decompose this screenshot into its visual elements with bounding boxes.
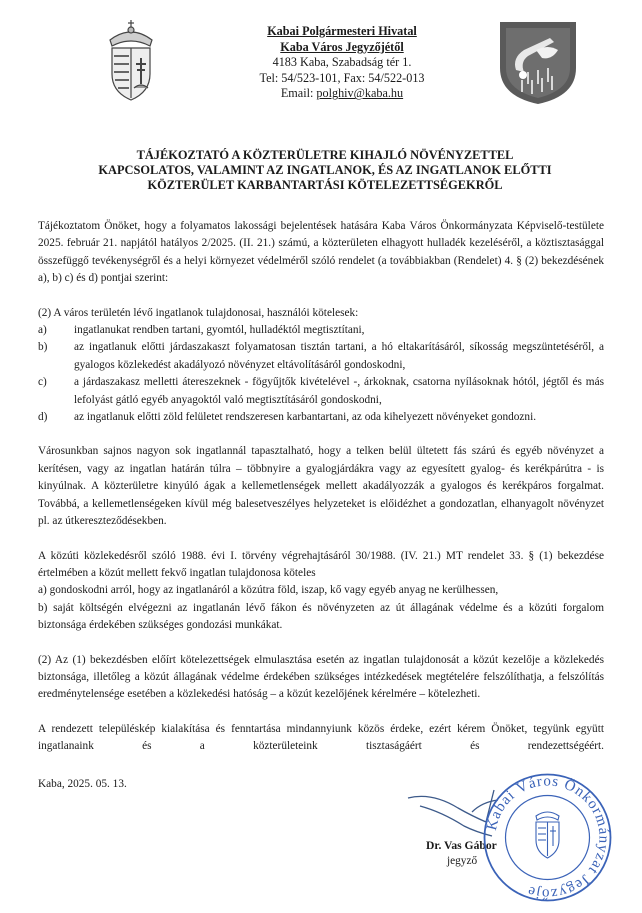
title-line1: TÁJÉKOZTATÓ A KÖZTERÜLETRE KIHAJLÓ NÖVÉNYZETTEL <box>136 148 514 162</box>
org-name-line1: Kabai Polgármesteri Hivatal <box>267 24 417 38</box>
section-heading: (2) A város területén lévő ingatlanok tulajdonosai, használói kötelesek: <box>38 306 359 319</box>
paragraph-regulation-a: a) gondoskodni arról, hogy az ingatlanáról a közútra föld, iszap, kő vagy egyéb anyag ne kerülhessen, <box>38 584 499 597</box>
list-marker: a) <box>38 324 47 337</box>
address: 4183 Kaba, Szabadság tér 1. <box>272 55 412 70</box>
list-item <box>38 374 604 409</box>
intro-paragraph: Tájékoztatom Önöket, hogy a folyamatos lakossági bejelentések hatására Kaba Város Önkormányzata Képviselő-testülete 2025. február 21. napjától hatályos 2/2025. (II. 21.) számú, a közterületen elhagyott hulladék kezeléséről, a köztisztasággal összefüggő tevékenységről és a helyi környezet védelméről szóló rendelet (a továbbiakban (Rendelet) 4. § (2) bekezdésének a), b) c) és d) pontjai szerint: <box>38 220 604 285</box>
document-body <box>38 218 604 756</box>
stamp-text: Kabai Város Önkormányzat Jegyzője <box>483 773 612 902</box>
list-text: az ingatlanuk előtti járdaszakaszt folyamatosan tisztán tartani, a hó eltakarításáról, síkosság megszüntetéséről, a gyalogos közlekedést akadályozó növényzet eltávolításáról gondoskodni, <box>74 341 604 371</box>
list-item <box>38 322 604 339</box>
org-name-line2: Kaba Város Jegyzőjétől <box>280 39 404 54</box>
email-link[interactable]: polghiv@kaba.hu <box>316 86 404 101</box>
paragraph-enforcement: (2) Az (1) bekezdésben előírt kötelezettségek elmulasztása esetén az ingatlan tulajdonosát a közút kezelője a közlekedés biztonsága, illetőleg a közút állagának védelme érdekében szükséges intézkedések megtételére felszólíthatja, a felszólítás eredménytelensége esetében a közlekedési hatóság – a közút kezelőjének kérelmére – kötelezheti. <box>38 653 604 701</box>
signatory-name: Dr. Vas Gábor <box>426 839 497 852</box>
letterhead <box>216 24 468 102</box>
list-marker: d) <box>38 411 48 424</box>
title-line2: KAPCSOLATOS, VALAMINT AZ INGATLANOK, ÉS AZ INGATLANOK ELŐTTI <box>98 162 552 177</box>
list-marker: b) <box>38 341 48 354</box>
list-text: a járdaszakasz melletti átereszeknek - fögyűjtők kivételével -, árkoknak, csatorna nyílásoknak hótól, jégtől és más lefolyást gátló egyéb anyagoktól való megtisztításáról gondoskodni, <box>74 376 604 406</box>
signatory-role: jegyző <box>447 855 478 867</box>
list-item <box>38 409 604 426</box>
kaba-town-coat-of-arms-icon <box>498 20 578 106</box>
document-date: Kaba, 2025. 05. 13. <box>38 778 127 790</box>
title-line3: KÖZTERÜLET KARBANTARTÁSI KÖTELEZETTSÉGEKRŐL <box>147 177 503 192</box>
list-item <box>38 339 604 374</box>
list-text: az ingatlanuk előtti zöld felületet rendszeresen karbantartani, az oda kihelyezett növényeket gondozni. <box>74 411 537 424</box>
phone-fax: Tel: 54/523-101, Fax: 54/522-013 <box>259 70 425 85</box>
paragraph-overhanging-vegetation: Városunkban sajnos nagyon sok ingatlannál tapasztalható, hogy a telken belül ültetett fás szárú és egyéb növényzet a kerítésen, vagy az ingatlan határán túlra – többnyire a gyalogjárdákra vagy az egyesített gyalog- és kerékpárútra - is kinyúlnak. A közterületre kinyúló ágak a kellemetlenségek mellett akadályozzák a gyalogos és kerékpáros forgalmat. Továbbá, a kellemetlenségeken kívül még balesetveszélyes helyzeteket is előidézhet a gondozatlan, elhanyagolt növényzet pl. az útkereszteződésekben. <box>38 445 604 528</box>
list-marker: c) <box>38 376 47 389</box>
email-line <box>216 86 468 102</box>
official-stamp <box>480 770 615 905</box>
email-label: Email: <box>280 86 317 101</box>
hungarian-coat-of-arms-icon <box>100 18 162 104</box>
document-title <box>60 148 590 192</box>
paragraph-regulation-b: b) saját költségén elvégezni az ingatlanán lévő fákon és növényzeten az út állagának védelme és a közúti forgalom biztonsága érdekében szükséges gondozási munkákat. <box>38 601 604 632</box>
list-text: ingatlanukat rendben tartani, gyomtól, hulladéktól megtisztítani, <box>74 324 365 337</box>
paragraph-regulation-intro: A közúti közlekedésről szóló 1988. évi I. törvény végrehajtásáról 30/1988. (IV. 21.) MT rendelet 33. § (1) bekezdése értelmében a közút mellett fekvő ingatlan tulajdonosa köteles <box>38 549 604 579</box>
paragraph-closing: A rendezett településkép kialakítása és fenntartása mindannyiunk közös érdeke, ezért kérem Önöket, tegyünk együtt ingatlanaink és a közterületeink tisztaságáért és rendezettségéért. <box>38 722 604 753</box>
